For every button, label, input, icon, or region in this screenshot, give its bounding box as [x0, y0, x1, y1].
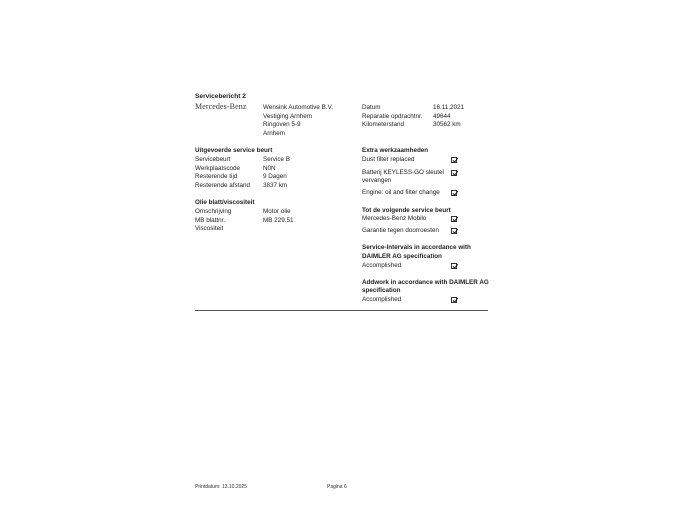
extra-item: Engine: oil and filter change: [362, 189, 440, 196]
service-label: Resterende tijd: [195, 173, 238, 181]
intervals-heading-line: DAIMLER AG specification: [362, 253, 442, 260]
oil-values: [263, 208, 293, 225]
oil-value: Motor olie: [263, 208, 291, 215]
intervals-heading-line: Service-Intervals in accordance with: [362, 244, 471, 251]
service-labels: [195, 156, 250, 190]
service-heading: Uitgevoerde service beurt: [195, 147, 273, 154]
service-value: 3837 km: [263, 181, 288, 189]
extra-item: vervangen: [362, 177, 392, 184]
dealer-line: Wensink Automotive B.V.: [263, 104, 334, 111]
addwork-item: Accomplished: [362, 296, 402, 303]
meta-label: Datum: [362, 104, 381, 111]
meta-labels: [362, 104, 423, 130]
oil-label: Omschrijving: [195, 208, 232, 215]
page-number: Pagina 6: [327, 484, 347, 490]
extra-heading: Extra werkzaamheden: [362, 147, 429, 154]
dealer-line: Ringoven 5-9: [263, 121, 301, 129]
service-value: Service B: [263, 156, 290, 163]
extra-item: Batterij KEYLESS-GO sleutel: [362, 169, 444, 176]
oil-label: MB blattnr.: [195, 216, 226, 224]
dealer-line: Arnhem: [263, 129, 286, 137]
meta-value: 49644: [433, 112, 451, 120]
service-label: Werkplaatscode: [195, 164, 241, 172]
next-heading: Tot de volgende service beurt: [362, 207, 451, 214]
checkbox-checked-icon[interactable]: [451, 297, 457, 303]
service-values: [263, 156, 290, 190]
meta-value: 16.11.2021: [433, 104, 465, 111]
next-item: Garantie tegen doorroesten: [362, 227, 440, 234]
meta-values: [433, 104, 464, 130]
meta-label: Reparatie opdrachtnr.: [362, 112, 423, 120]
oil-label: Viscositeit: [195, 225, 224, 233]
dealer-address: [263, 104, 333, 138]
extra-item: Dust filter replaced: [362, 156, 415, 163]
checkbox-checked-icon[interactable]: [451, 228, 457, 234]
section-divider: [195, 310, 488, 311]
checkbox-checked-icon[interactable]: [451, 263, 457, 269]
dealer-line: Vestiging Arnhem: [263, 112, 313, 120]
intervals-item: Accomplished: [362, 262, 402, 269]
addwork-heading-line: specification: [362, 287, 401, 294]
checkbox-checked-icon[interactable]: [451, 216, 457, 222]
service-label: Servicebeurt: [195, 156, 231, 163]
meta-label: Kilometerstand: [362, 121, 404, 129]
addwork-heading-line: Addwork in accordance with DAIMLER AG: [362, 279, 489, 286]
meta-value: 30562 km: [433, 121, 461, 129]
oil-heading: Olie blatt/viscositeit: [195, 199, 255, 206]
oil-labels: [195, 208, 231, 234]
oil-value: MB 229.51: [263, 216, 294, 224]
next-item: Mercedes-Benz Mobilo: [362, 215, 427, 222]
service-label: Resterende afstand: [195, 181, 250, 189]
checkbox-checked-icon[interactable]: [451, 190, 457, 196]
checkbox-checked-icon[interactable]: [451, 170, 457, 176]
report-title: Servicebericht 2: [195, 93, 246, 100]
brand-logo-text: Mercedes-Benz: [195, 102, 247, 111]
service-value: 9 Dagen: [263, 173, 287, 181]
service-value: N0N: [263, 164, 276, 172]
checkbox-checked-icon[interactable]: [451, 157, 457, 163]
print-date: Printdatum: 13.10.2025: [195, 484, 247, 490]
